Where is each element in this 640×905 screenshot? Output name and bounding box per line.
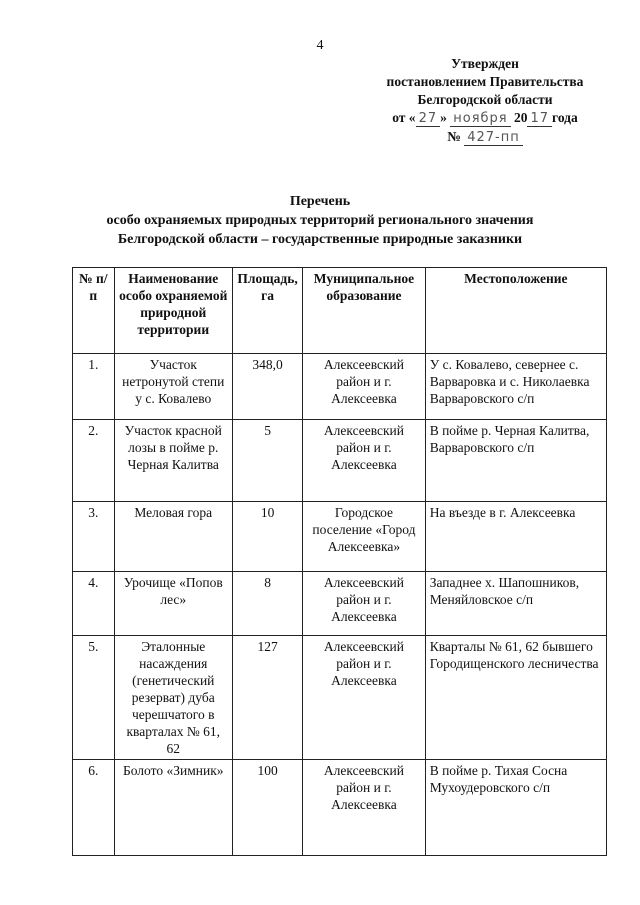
header-area: Площадь, га bbox=[232, 268, 302, 354]
cell-name: Болото «Зимник» bbox=[114, 760, 232, 856]
title-line-2: особо охраняемых природных территорий регионального значения bbox=[106, 213, 534, 228]
approval-number bbox=[360, 128, 610, 147]
table-row bbox=[73, 502, 607, 572]
table-row bbox=[73, 636, 607, 760]
approval-line-1: Утвержден bbox=[451, 56, 519, 71]
cell-name: Участок нетронутой степи у с. Ковалево bbox=[114, 354, 232, 420]
cell-name: Эталонные насаждения (генетический резерват) дуба черешчатого в кварталах № 61, 62 bbox=[114, 636, 232, 760]
cell-location: На въезде в г. Алексеевка bbox=[425, 502, 606, 572]
cell-number: 3. bbox=[73, 502, 115, 572]
date-mid: » bbox=[440, 110, 447, 125]
cell-municipality: Алексеевский район и г. Алексеевка bbox=[303, 760, 426, 856]
cell-number: 2. bbox=[73, 420, 115, 502]
table-row bbox=[73, 572, 607, 636]
header-number: № п/п bbox=[73, 268, 115, 354]
reserves-table bbox=[72, 267, 607, 856]
cell-number: 4. bbox=[73, 572, 115, 636]
cell-area: 348,0 bbox=[232, 354, 302, 420]
table-row bbox=[73, 354, 607, 420]
number-prefix: № bbox=[447, 129, 461, 144]
cell-location: Западнее х. Шапошников, Меняйловское с/п bbox=[425, 572, 606, 636]
cell-area: 10 bbox=[232, 502, 302, 572]
header-name: Наименование особо охраняемой природной территории bbox=[114, 268, 232, 354]
table-header-row bbox=[73, 268, 607, 354]
date-day: 27 bbox=[416, 111, 441, 127]
cell-area: 5 bbox=[232, 420, 302, 502]
cell-number: 5. bbox=[73, 636, 115, 760]
approval-line-2: постановлением Правительства bbox=[386, 74, 584, 89]
header-municipality: Муниципальное образование bbox=[303, 268, 426, 354]
cell-municipality: Алексеевский район и г. Алексеевка bbox=[303, 420, 426, 502]
cell-name: Меловая гора bbox=[114, 502, 232, 572]
cell-location: У с. Ковалево, севернее с. Варваровка и с. Николаевка Варваровского с/п bbox=[425, 354, 606, 420]
header-location: Местоположение bbox=[425, 268, 606, 354]
year-prefix: 20 bbox=[513, 110, 528, 125]
cell-location: В пойме р. Черная Калитва, Варваровского с/п bbox=[425, 420, 606, 502]
table-row bbox=[73, 760, 607, 856]
cell-municipality: Алексеевский район и г. Алексеевка bbox=[303, 354, 426, 420]
cell-number: 6. bbox=[73, 760, 115, 856]
cell-area: 100 bbox=[232, 760, 302, 856]
page-number: 4 bbox=[316, 38, 324, 53]
cell-area: 8 bbox=[232, 572, 302, 636]
document-title bbox=[60, 192, 580, 249]
title-line-3: Белгородской области – государственные природные заказники bbox=[117, 232, 523, 247]
cell-name: Участок красной лозы в пойме р. Черная Калитва bbox=[114, 420, 232, 502]
date-month: ноября bbox=[450, 111, 510, 127]
approval-date bbox=[360, 109, 610, 128]
cell-name: Урочище «Попов лес» bbox=[114, 572, 232, 636]
cell-municipality: Городское поселение «Город Алексеевка» bbox=[303, 502, 426, 572]
cell-municipality: Алексеевский район и г. Алексеевка bbox=[303, 636, 426, 760]
approval-block bbox=[360, 55, 610, 147]
cell-location: В пойме р. Тихая Сосна Мухоудеровского с/п bbox=[425, 760, 606, 856]
title-line-1: Перечень bbox=[289, 194, 351, 209]
cell-location: Кварталы № 61, 62 бывшего Городищенского лесничества bbox=[425, 636, 606, 760]
year-word: года bbox=[552, 110, 578, 125]
approval-line-3: Белгородской области bbox=[417, 92, 553, 107]
cell-number: 1. bbox=[73, 354, 115, 420]
date-prefix: от « bbox=[392, 110, 416, 125]
cell-area: 127 bbox=[232, 636, 302, 760]
table-row bbox=[73, 420, 607, 502]
year-suffix: 17 bbox=[527, 111, 552, 127]
resolution-number: 427-пп bbox=[464, 130, 523, 146]
cell-municipality: Алексеевский район и г. Алексеевка bbox=[303, 572, 426, 636]
